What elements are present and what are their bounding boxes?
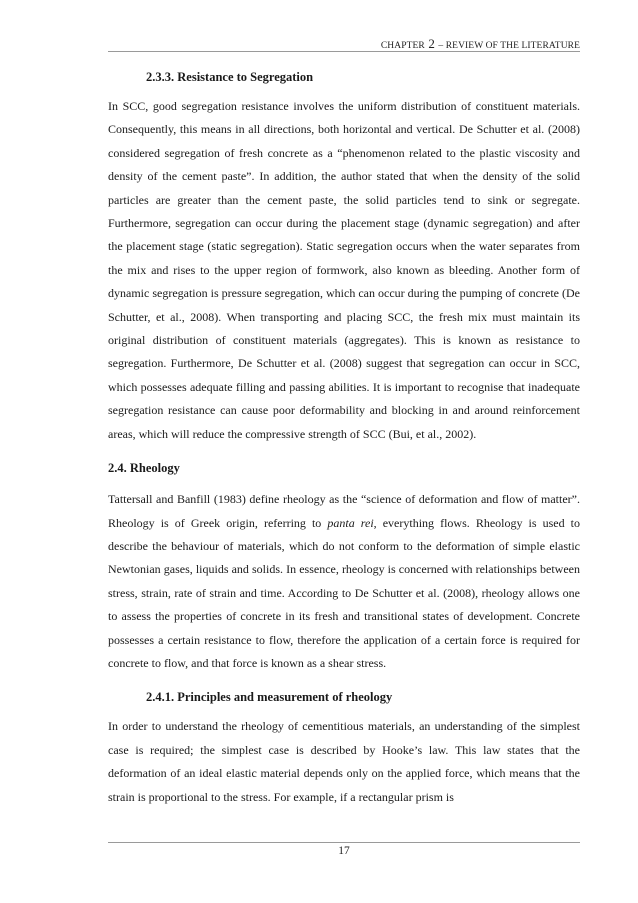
paragraph-rheology bbox=[108, 488, 580, 675]
paragraph-rheology-italic: panta rei bbox=[327, 515, 374, 530]
header-divider bbox=[108, 51, 580, 52]
footer-divider bbox=[108, 842, 580, 843]
paragraph-principles: In order to understand the rheology of cementitious materials, an understanding of the simplest case is required; the simplest case is described by Hooke’s law. This law states that the deformation of an ideal elastic material depends only on the applied force, which means that the strain is proportional to the stress. For example, if a rectangular prism is bbox=[108, 719, 580, 804]
header-chapter-number: 2 bbox=[428, 36, 435, 51]
section-heading-2-4: 2.4. Rheology bbox=[108, 461, 180, 476]
section-heading-2-3-3: 2.3.3. Resistance to Segregation bbox=[146, 70, 314, 84]
paragraph-rheology-part1: Tattersall and Banfill (1983) define rheology as the “science of deformation and flow of matter”. Rheology is of Greek origin, referring to bbox=[108, 492, 580, 530]
paragraph-rheology-part2: , everything flows. Rheology is used to describe the behaviour of materials, which do not conform to the deformation of simple elastic Newtonian gases, liquids and solids. In essence, rheology is concerned with relationships between stress, strain, rate of strain and time. According to De Schutter et al. (2008), rheology allows one to assess the properties of concrete in its fresh and transitional states of development. Concrete possesses a certain resistance to flow, therefore the application of a certain force is required for concrete to flow, and that force is known as a shear stress. bbox=[108, 515, 580, 670]
page-number: 17 bbox=[338, 845, 350, 857]
header-chapter-prefix: CHAPTER bbox=[380, 41, 425, 51]
header-chapter-title: – REVIEW OF THE LITERATURE bbox=[438, 41, 580, 51]
section-heading-2-4-1: 2.4.1. Principles and measurement of rheology bbox=[146, 690, 393, 705]
paragraph-segregation: In SCC, good segregation resistance involves the uniform distribution of constituent materials. Consequently, this means in all directions, both horizontal and vertical. De Schutter et al. (2008) considered segregation of fresh concrete as a “phenomenon related to the plastic viscosity and density of the cement paste”. In addition, the author stated that when the density of the solid particles are greater than the cement paste, the solid particles tend to sink or segregate. Furthermore, segregation can occur during the placement stage (dynamic segregation) and after the placement stage (static segregation). Static segregation occurs when the water separates from the mix and rises to the upper region of formwork, also known as bleeding. Another form of dynamic segregation is pressure segregation, which can occur during the pumping of concrete (De Schutter, et al., 2008). When transporting and placing SCC, the fresh mix must maintain its original distribution of constituent materials (aggregates). This is known as resistance to segregation. Furthermore, De Schutter et al. (2008) suggest that segregation can occur in SCC, which possesses adequate filling and passing abilities. It is important to recognise that inadequate segregation resistance can cause poor deformability and blocking in and around reinforcement areas, which will reduce the compressive strength of SCC (Bui, et al., 2002). bbox=[108, 99, 580, 441]
running-header bbox=[381, 36, 580, 52]
page-body bbox=[108, 66, 580, 809]
